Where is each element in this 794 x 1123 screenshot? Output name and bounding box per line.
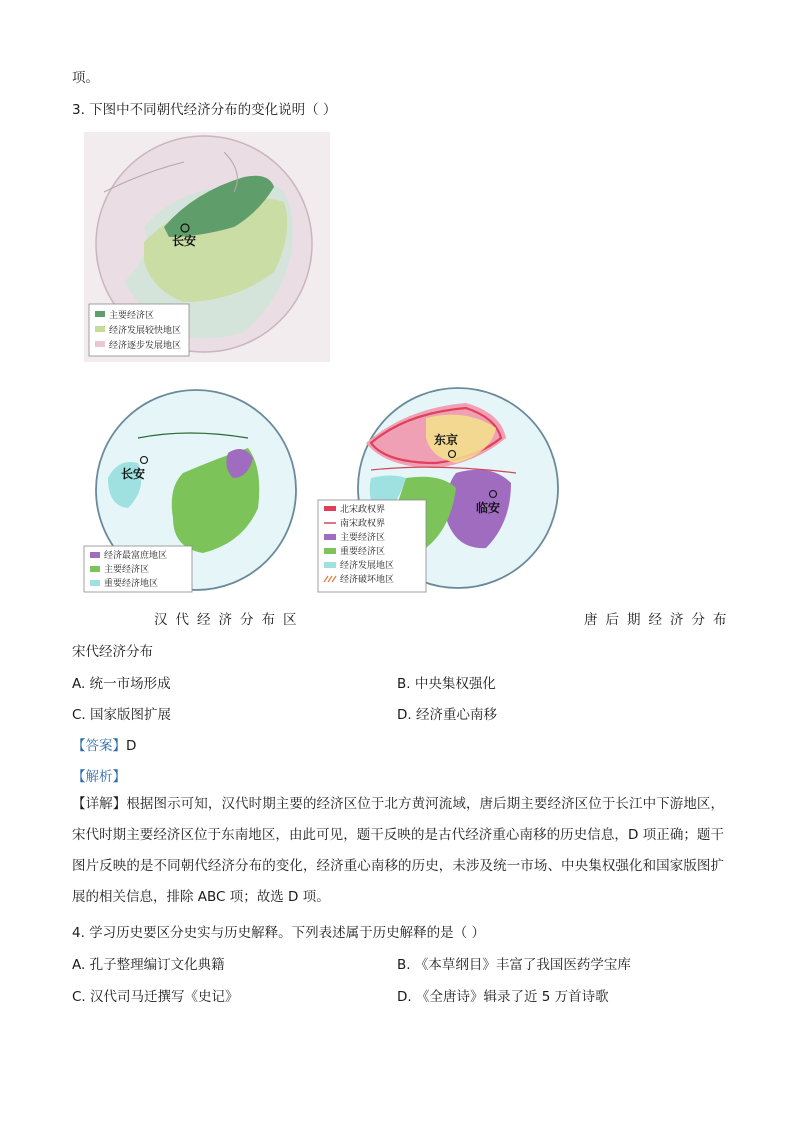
detail-paragraph (72, 789, 724, 913)
detail-text: 根据图示可知，汉代时期主要的经济区位于北方黄河流域，唐后期主要经济区位于长江中下游地区，宋代时期主要经济区位于东南地区，由此可见，题干反映的是古代经济重心南移的历史信息，D 项正确；题干图片反映的是不同朝代经济分布的变化，经济重心南移的历史，未涉及统一市场、中央集权强化和国家版图扩展的相关信息，排除 ABC 项；故选 D 项。 (72, 796, 725, 905)
q4-option-a: A. 孔子整理编订文化典籍 (72, 957, 225, 973)
answer-label: 【答案】 (72, 738, 126, 754)
map2-legend-3: 重要经济地区 (104, 579, 159, 589)
map3-legend-5: 经济发展地区 (340, 561, 395, 571)
caption-song: 宋代经济分布 (72, 644, 153, 660)
map1-legend-3: 经济逐步发展地区 (109, 341, 182, 351)
map3-legend-2: 南宋政权界 (340, 519, 386, 529)
map1-legend-1: 主要经济区 (109, 311, 155, 321)
q4-option-d: D. 《全唐诗》辑录了近 5 万首诗歌 (397, 989, 609, 1005)
q4-stem: 4. 学习历史要区分史实与历史解释。下列表述属于历史解释的是（ ） (72, 925, 485, 941)
q3-option-c: C. 国家版图扩展 (72, 707, 172, 723)
detail-label: 【详解】 (72, 796, 127, 812)
map2-legend-2: 主要经济区 (104, 565, 150, 575)
caption-han: 汉代经济分布区 (154, 612, 305, 628)
analysis-label: 【解析】 (72, 769, 126, 785)
answer-line (72, 734, 136, 754)
map-economic-zones-3 (316, 378, 566, 596)
map-economic-zones-1 (84, 132, 330, 362)
q4-option-b: B. 《本草纲目》丰富了我国医药学宝库 (397, 957, 631, 973)
map3-city-label-2: 临安 (476, 501, 501, 515)
top-fragment: 项。 (72, 70, 99, 86)
q3-stem: 3. 下图中不同朝代经济分布的变化说明（ ） (72, 102, 337, 118)
map3-legend-1: 北宋政权界 (340, 505, 386, 515)
map2-city-label: 长安 (121, 467, 146, 481)
map2-legend-1: 经济最富庶地区 (104, 551, 168, 561)
map3-legend-4: 重要经济区 (340, 547, 386, 557)
map3-city-label-1: 东京 (434, 433, 459, 447)
caption-tang: 唐后期经济分布 (584, 612, 735, 628)
map-economic-zones-2 (78, 378, 298, 596)
map1-legend-2: 经济发展较快地区 (109, 326, 182, 336)
q4-option-c: C. 汉代司马迁撰写《史记》 (72, 989, 239, 1005)
map3-legend-3: 主要经济区 (340, 533, 386, 543)
map1-city-label: 长安 (172, 234, 197, 248)
map3-legend-6: 经济破坏地区 (340, 575, 395, 585)
q3-option-d: D. 经济重心南移 (397, 707, 497, 723)
q3-option-b: B. 中央集权强化 (397, 676, 496, 692)
answer-value: D (126, 738, 137, 754)
q3-option-a: A. 统一市场形成 (72, 676, 171, 692)
